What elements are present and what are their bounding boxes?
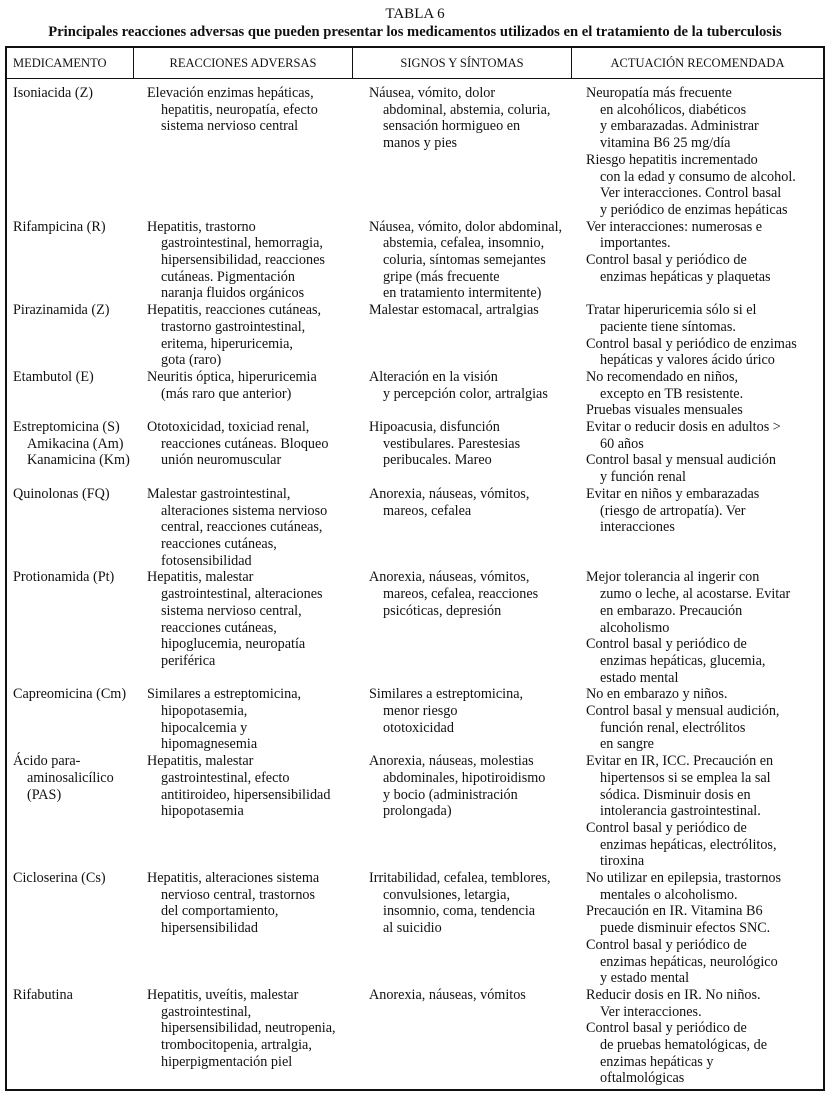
cell-line: Precaución en IR. Vitamina B6 bbox=[586, 903, 763, 920]
cell-line: importantes. bbox=[600, 235, 671, 252]
cell-line: y embarazadas. Administrar bbox=[600, 118, 759, 135]
cell-paragraph bbox=[586, 903, 823, 936]
cell-paragraph bbox=[586, 987, 823, 1020]
cell-line: Capreomicina (Cm) bbox=[13, 686, 127, 703]
table-row bbox=[7, 85, 823, 219]
cell-paragraph bbox=[13, 419, 141, 469]
cell-line: hipersensibilidad, neutropenia, bbox=[161, 1020, 336, 1037]
cell-line: mareos, cefalea, reacciones bbox=[383, 586, 539, 603]
cell-paragraph bbox=[586, 152, 823, 219]
cell-line: vestibulares. Parestesias bbox=[383, 435, 521, 452]
cell-paragraph bbox=[369, 753, 576, 820]
cell-line: Control basal y periódico de bbox=[586, 252, 747, 269]
cell-reacciones bbox=[141, 419, 358, 486]
cell-line: ototoxicidad bbox=[383, 719, 454, 736]
cell-line: psicóticas, depresión bbox=[383, 602, 502, 619]
cell-line: Control basal y mensual audición bbox=[586, 452, 776, 469]
cell-actuacion bbox=[576, 987, 823, 1087]
cell-signos bbox=[358, 302, 576, 369]
cell-line: gota (raro) bbox=[161, 352, 222, 369]
cell-paragraph bbox=[147, 870, 358, 937]
cell-line: intolerancia gastrointestinal. bbox=[600, 803, 761, 820]
cell-line: enzimas hepáticas, neurológico bbox=[600, 953, 778, 970]
cell-line: Neuropatía más frecuente bbox=[586, 85, 732, 101]
table-row bbox=[7, 569, 823, 686]
table-title: Principales reacciones adversas que pueden presentar los medicamentos utilizados en el tratamiento de la tuberculosis bbox=[48, 24, 782, 40]
adverse-reactions-table bbox=[5, 46, 825, 1091]
cell-line: y percepción color, artralgias bbox=[383, 385, 548, 402]
cell-paragraph bbox=[586, 402, 823, 419]
cell-paragraph bbox=[369, 987, 576, 1004]
cell-line: Ototoxicidad, toxiciad renal, bbox=[147, 419, 310, 436]
cell-signos bbox=[358, 686, 576, 753]
cell-paragraph bbox=[147, 302, 358, 369]
cell-line: y función renal bbox=[600, 469, 686, 486]
cell-paragraph bbox=[13, 753, 141, 803]
cell-actuacion bbox=[576, 219, 823, 303]
cell-line: alcoholismo bbox=[600, 619, 670, 636]
table-body bbox=[7, 79, 823, 1087]
cell-line: Hepatitis, uveítis, malestar bbox=[147, 986, 299, 1003]
cell-paragraph bbox=[586, 85, 823, 152]
cell-line: gripe (más frecuente bbox=[383, 268, 500, 285]
cell-paragraph bbox=[369, 219, 576, 303]
header-actuacion: ACTUACIÓN RECOMENDADA bbox=[610, 55, 785, 70]
cell-line: Malestar estomacal, artralgias bbox=[369, 302, 539, 319]
cell-actuacion bbox=[576, 569, 823, 686]
cell-actuacion bbox=[576, 369, 823, 419]
cell-line: Anorexia, náuseas, vómitos, bbox=[369, 569, 530, 586]
cell-line: Hepatitis, malestar bbox=[147, 569, 254, 586]
cell-line: Hepatitis, trastorno bbox=[147, 218, 256, 235]
cell-line: puede disminuir efectos SNC. bbox=[600, 920, 771, 937]
cell-line: Elevación enzimas hepáticas, bbox=[147, 85, 314, 101]
cell-line: cutáneas. Pigmentación bbox=[161, 268, 295, 285]
cell-line: Anorexia, náuseas, vómitos bbox=[369, 986, 526, 1003]
cell-medicamento bbox=[7, 870, 141, 987]
cell-line: eritema, hiperuricemia, bbox=[161, 335, 293, 352]
cell-line: mentales o alcoholismo. bbox=[600, 886, 738, 903]
cell-paragraph bbox=[586, 569, 823, 636]
cell-actuacion bbox=[576, 686, 823, 753]
cell-line: Ver interacciones. bbox=[600, 1003, 702, 1020]
cell-medicamento bbox=[7, 219, 141, 303]
cell-paragraph bbox=[586, 870, 823, 903]
cell-paragraph bbox=[13, 369, 141, 386]
cell-line: Ver interacciones. Control basal bbox=[600, 185, 782, 202]
cell-line: función renal, electrólitos bbox=[600, 719, 746, 736]
cell-line: fotosensibilidad bbox=[161, 552, 252, 569]
cell-line: Irritabilidad, cefalea, temblores, bbox=[369, 870, 551, 887]
cell-line: Protionamida (Pt) bbox=[13, 569, 115, 586]
cell-line: central, reacciones cutáneas, bbox=[161, 519, 323, 536]
cell-reacciones bbox=[141, 870, 358, 987]
cell-line: Amikacina (Am) bbox=[27, 435, 124, 452]
cell-line: Ver interacciones: numerosas e bbox=[586, 218, 763, 235]
cell-line: hipomagnesemia bbox=[161, 736, 258, 753]
cell-line: (PAS) bbox=[27, 786, 62, 803]
cell-line: enzimas hepáticas y plaquetas bbox=[600, 268, 771, 285]
cell-paragraph bbox=[147, 686, 358, 753]
cell-line: convulsiones, letargia, bbox=[383, 886, 511, 903]
cell-reacciones bbox=[141, 753, 358, 870]
cell-line: interacciones bbox=[600, 519, 675, 536]
cell-line: Control basal y periódico de bbox=[586, 636, 747, 653]
cell-line: sódica. Disminuir dosis en bbox=[600, 786, 751, 803]
cell-line: insomnio, coma, tendencia bbox=[383, 903, 536, 920]
cell-line: con la edad y consumo de alcohol. bbox=[600, 168, 796, 185]
cell-signos bbox=[358, 870, 576, 987]
cell-paragraph bbox=[586, 452, 823, 485]
cell-line: Malestar gastrointestinal, bbox=[147, 485, 291, 502]
cell-line: hepatitis, neuropatía, efecto bbox=[161, 101, 318, 118]
cell-line: Alteración en la visión bbox=[369, 368, 498, 385]
cell-line: Etambutol (E) bbox=[13, 368, 94, 385]
cell-line: en alcohólicos, diabéticos bbox=[600, 101, 747, 118]
cell-paragraph bbox=[369, 369, 576, 402]
cell-line: No en embarazo y niños. bbox=[586, 686, 728, 703]
cell-paragraph bbox=[369, 302, 576, 319]
cell-line: Evitar en IR, ICC. Precaución en bbox=[586, 753, 774, 770]
cell-line: Anorexia, náuseas, vómitos, bbox=[369, 485, 530, 502]
cell-signos bbox=[358, 219, 576, 303]
cell-line: manos y pies bbox=[383, 135, 458, 152]
cell-line: tiroxina bbox=[600, 853, 645, 870]
cell-line: Similares a estreptomicina, bbox=[369, 686, 524, 703]
cell-line: gastrointestinal, hemorragia, bbox=[161, 235, 323, 252]
cell-line: Tratar hiperuricemia sólo si el bbox=[586, 302, 757, 319]
table-row bbox=[7, 486, 823, 570]
cell-line: gastrointestinal, alteraciones bbox=[161, 586, 323, 603]
cell-paragraph bbox=[147, 987, 358, 1071]
cell-line: Mejor tolerancia al ingerir con bbox=[586, 569, 760, 586]
cell-line: hipersensibilidad bbox=[161, 920, 258, 937]
cell-paragraph bbox=[369, 419, 576, 469]
cell-paragraph bbox=[13, 569, 141, 586]
cell-medicamento bbox=[7, 369, 141, 419]
cell-paragraph bbox=[369, 686, 576, 736]
cell-line: trombocitopenia, artralgia, bbox=[161, 1037, 312, 1054]
cell-signos bbox=[358, 419, 576, 486]
cell-paragraph bbox=[13, 987, 141, 1004]
cell-line: en tratamiento intermitente) bbox=[383, 285, 542, 302]
cell-line: No utilizar en epilepsia, trastornos bbox=[586, 870, 782, 887]
header-medicamento: MEDICAMENTO bbox=[7, 48, 134, 78]
cell-line: enzimas hepáticas y bbox=[600, 1053, 714, 1070]
cell-paragraph bbox=[147, 569, 358, 669]
cell-medicamento bbox=[7, 753, 141, 870]
cell-line: hipertensos si se emplea la sal bbox=[600, 769, 771, 786]
cell-actuacion bbox=[576, 85, 823, 219]
cell-line: Hepatitis, reacciones cutáneas, bbox=[147, 302, 322, 319]
cell-medicamento bbox=[7, 419, 141, 486]
cell-line: coluria, síntomas semejantes bbox=[383, 252, 546, 269]
cell-actuacion bbox=[576, 753, 823, 870]
cell-line: hipocalcemia y bbox=[161, 719, 248, 736]
cell-line: reacciones cutáneas, bbox=[161, 535, 277, 552]
cell-paragraph bbox=[369, 486, 576, 519]
cell-line: hipoglucemia, neuropatía bbox=[161, 636, 306, 653]
cell-line: enzimas hepáticas, electrólitos, bbox=[600, 836, 777, 853]
cell-line: del comportamiento, bbox=[161, 903, 279, 920]
cell-line: antitiroideo, hipersensibilidad bbox=[161, 786, 331, 803]
table-row bbox=[7, 753, 823, 870]
cell-line: Control basal y periódico de enzimas bbox=[586, 335, 797, 352]
cell-reacciones bbox=[141, 486, 358, 570]
cell-paragraph bbox=[369, 85, 576, 152]
cell-line: enzimas hepáticas, glucemia, bbox=[600, 652, 766, 669]
cell-line: Cicloserina (Cs) bbox=[13, 870, 106, 887]
cell-line: paciente tiene síntomas. bbox=[600, 318, 736, 335]
cell-paragraph bbox=[586, 820, 823, 870]
cell-line: hiperpigmentación piel bbox=[161, 1053, 293, 1070]
cell-paragraph bbox=[586, 686, 823, 703]
cell-line: menor riesgo bbox=[383, 703, 458, 720]
cell-signos bbox=[358, 987, 576, 1087]
cell-line: abdominales, hipotiroidismo bbox=[383, 769, 546, 786]
cell-paragraph bbox=[13, 85, 141, 102]
table-header bbox=[7, 48, 823, 79]
cell-paragraph bbox=[147, 753, 358, 820]
cell-line: y periódico de enzimas hepáticas bbox=[600, 201, 788, 218]
cell-paragraph bbox=[586, 636, 823, 686]
cell-paragraph bbox=[586, 252, 823, 285]
cell-line: trastorno gastrointestinal, bbox=[161, 318, 306, 335]
cell-line: unión neuromuscular bbox=[161, 452, 282, 469]
cell-medicamento bbox=[7, 569, 141, 686]
cell-line: Evitar o reducir dosis en adultos > bbox=[586, 419, 781, 436]
cell-paragraph bbox=[586, 336, 823, 369]
cell-signos bbox=[358, 85, 576, 219]
cell-line: excepto en TB resistente. bbox=[600, 385, 744, 402]
cell-line: Pirazinamida (Z) bbox=[13, 302, 110, 319]
header-signos: SIGNOS Y SÍNTOMAS bbox=[353, 48, 572, 78]
cell-line: reacciones cutáneas. Bloqueo bbox=[161, 435, 329, 452]
cell-line: Kanamicina (Km) bbox=[27, 452, 130, 469]
cell-actuacion bbox=[576, 419, 823, 486]
table-row bbox=[7, 987, 823, 1087]
cell-line: Hepatitis, alteraciones sistema bbox=[147, 870, 320, 887]
cell-medicamento bbox=[7, 302, 141, 369]
cell-line: hipopotasemia bbox=[161, 803, 244, 820]
cell-paragraph bbox=[586, 219, 823, 252]
cell-signos bbox=[358, 486, 576, 570]
cell-paragraph bbox=[13, 486, 141, 503]
cell-line: Neuritis óptica, hiperuricemia bbox=[147, 368, 317, 385]
cell-line: Hepatitis, malestar bbox=[147, 753, 254, 770]
cell-line: Náusea, vómito, dolor abdominal, bbox=[369, 218, 563, 235]
cell-line: (más raro que anterior) bbox=[161, 385, 292, 402]
cell-paragraph bbox=[147, 219, 358, 303]
cell-signos bbox=[358, 369, 576, 419]
cell-line: Ácido para- bbox=[13, 753, 81, 770]
table-row bbox=[7, 219, 823, 303]
cell-line: Similares a estreptomicina, bbox=[147, 686, 302, 703]
cell-paragraph bbox=[586, 937, 823, 987]
cell-line: Rifampicina (R) bbox=[13, 218, 106, 235]
cell-line: peribucales. Mareo bbox=[383, 452, 492, 469]
table-row bbox=[7, 369, 823, 419]
cell-line: naranja fluidos orgánicos bbox=[161, 285, 305, 302]
cell-line: 60 años bbox=[600, 435, 644, 452]
cell-paragraph bbox=[147, 419, 358, 469]
cell-line: hipopotasemia, bbox=[161, 703, 248, 720]
cell-line: Pruebas visuales mensuales bbox=[586, 402, 743, 419]
cell-line: Evitar en niños y embarazadas bbox=[586, 485, 760, 502]
cell-paragraph bbox=[147, 486, 358, 570]
cell-line: aminosalicílico bbox=[27, 769, 114, 786]
cell-line: vitamina B6 25 mg/día bbox=[600, 135, 731, 152]
cell-line: abdominal, abstemia, coluria, bbox=[383, 101, 551, 118]
cell-line: zumo o leche, al acostarse. Evitar bbox=[600, 586, 791, 603]
cell-line: hipersensibilidad, reacciones bbox=[161, 252, 325, 269]
cell-line: Control basal y mensual audición, bbox=[586, 703, 780, 720]
cell-line: nervioso central, trastornos bbox=[161, 886, 316, 903]
cell-paragraph bbox=[147, 85, 358, 135]
cell-paragraph bbox=[586, 753, 823, 820]
cell-line: alteraciones sistema nervioso bbox=[161, 502, 328, 519]
table-row bbox=[7, 870, 823, 987]
cell-paragraph bbox=[586, 703, 823, 753]
table-label: TABLA 6 bbox=[385, 6, 445, 22]
cell-line: No recomendado en niños, bbox=[586, 368, 739, 385]
cell-paragraph bbox=[13, 302, 141, 319]
cell-line: Rifabutina bbox=[13, 986, 73, 1003]
cell-paragraph bbox=[369, 569, 576, 619]
cell-line: Náusea, vómito, dolor bbox=[369, 85, 496, 101]
cell-line: de pruebas hematológicas, de bbox=[600, 1037, 768, 1054]
cell-line: oftalmológicas bbox=[600, 1070, 685, 1087]
table-row bbox=[7, 686, 823, 753]
cell-line: gastrointestinal, efecto bbox=[161, 769, 290, 786]
cell-line: Anorexia, náuseas, molestias bbox=[369, 753, 534, 770]
cell-signos bbox=[358, 753, 576, 870]
cell-line: Hipoacusia, disfunción bbox=[369, 419, 500, 436]
cell-reacciones bbox=[141, 302, 358, 369]
cell-line: sistema nervioso central bbox=[161, 118, 299, 135]
cell-signos bbox=[358, 569, 576, 686]
cell-line: sistema nervioso central, bbox=[161, 602, 302, 619]
cell-reacciones bbox=[141, 85, 358, 219]
cell-paragraph bbox=[147, 369, 358, 402]
cell-line: Reducir dosis en IR. No niños. bbox=[586, 986, 761, 1003]
cell-medicamento bbox=[7, 987, 141, 1087]
cell-reacciones bbox=[141, 569, 358, 686]
cell-actuacion bbox=[576, 870, 823, 987]
cell-reacciones bbox=[141, 219, 358, 303]
cell-line: Isoniacida (Z) bbox=[13, 85, 93, 101]
cell-line: en embarazo. Precaución bbox=[600, 602, 743, 619]
cell-line: en sangre bbox=[600, 736, 654, 753]
cell-line: prolongada) bbox=[383, 803, 452, 820]
cell-line: periférica bbox=[161, 652, 216, 669]
cell-line: estado mental bbox=[600, 669, 679, 686]
cell-medicamento bbox=[7, 85, 141, 219]
cell-line: y bocio (administración bbox=[383, 786, 518, 803]
cell-line: gastrointestinal, bbox=[161, 1003, 252, 1020]
cell-line: Control basal y periódico de bbox=[586, 1020, 747, 1037]
cell-line: Control basal y periódico de bbox=[586, 819, 747, 836]
cell-paragraph bbox=[586, 419, 823, 452]
table-row bbox=[7, 302, 823, 369]
cell-paragraph bbox=[13, 686, 141, 703]
cell-paragraph bbox=[369, 870, 576, 937]
cell-line: (riesgo de artropatía). Ver bbox=[600, 502, 746, 519]
cell-paragraph bbox=[13, 870, 141, 887]
cell-reacciones bbox=[141, 369, 358, 419]
cell-medicamento bbox=[7, 486, 141, 570]
cell-line: mareos, cefalea bbox=[383, 502, 472, 519]
cell-line: reacciones cutáneas, bbox=[161, 619, 277, 636]
cell-line: sensación hormigueo en bbox=[383, 118, 521, 135]
cell-line: abstemia, cefalea, insomnio, bbox=[383, 235, 545, 252]
cell-line: y estado mental bbox=[600, 970, 690, 987]
cell-line: Quinolonas (FQ) bbox=[13, 485, 110, 502]
cell-reacciones bbox=[141, 686, 358, 753]
cell-actuacion bbox=[576, 486, 823, 570]
cell-paragraph bbox=[586, 486, 823, 536]
cell-line: Control basal y periódico de bbox=[586, 936, 747, 953]
cell-actuacion bbox=[576, 302, 823, 369]
cell-line: hepáticas y valores ácido úrico bbox=[600, 352, 775, 369]
cell-paragraph bbox=[13, 219, 141, 236]
cell-line: Estreptomicina (S) bbox=[13, 419, 120, 436]
cell-paragraph bbox=[586, 1020, 823, 1087]
cell-reacciones bbox=[141, 987, 358, 1087]
cell-line: Riesgo hepatitis incrementado bbox=[586, 151, 758, 168]
table-row bbox=[7, 419, 823, 486]
cell-line: al suicidio bbox=[383, 920, 442, 937]
cell-paragraph bbox=[586, 369, 823, 402]
cell-paragraph bbox=[586, 302, 823, 335]
header-reacciones: REACCIONES ADVERSAS bbox=[134, 48, 353, 78]
cell-medicamento bbox=[7, 686, 141, 753]
